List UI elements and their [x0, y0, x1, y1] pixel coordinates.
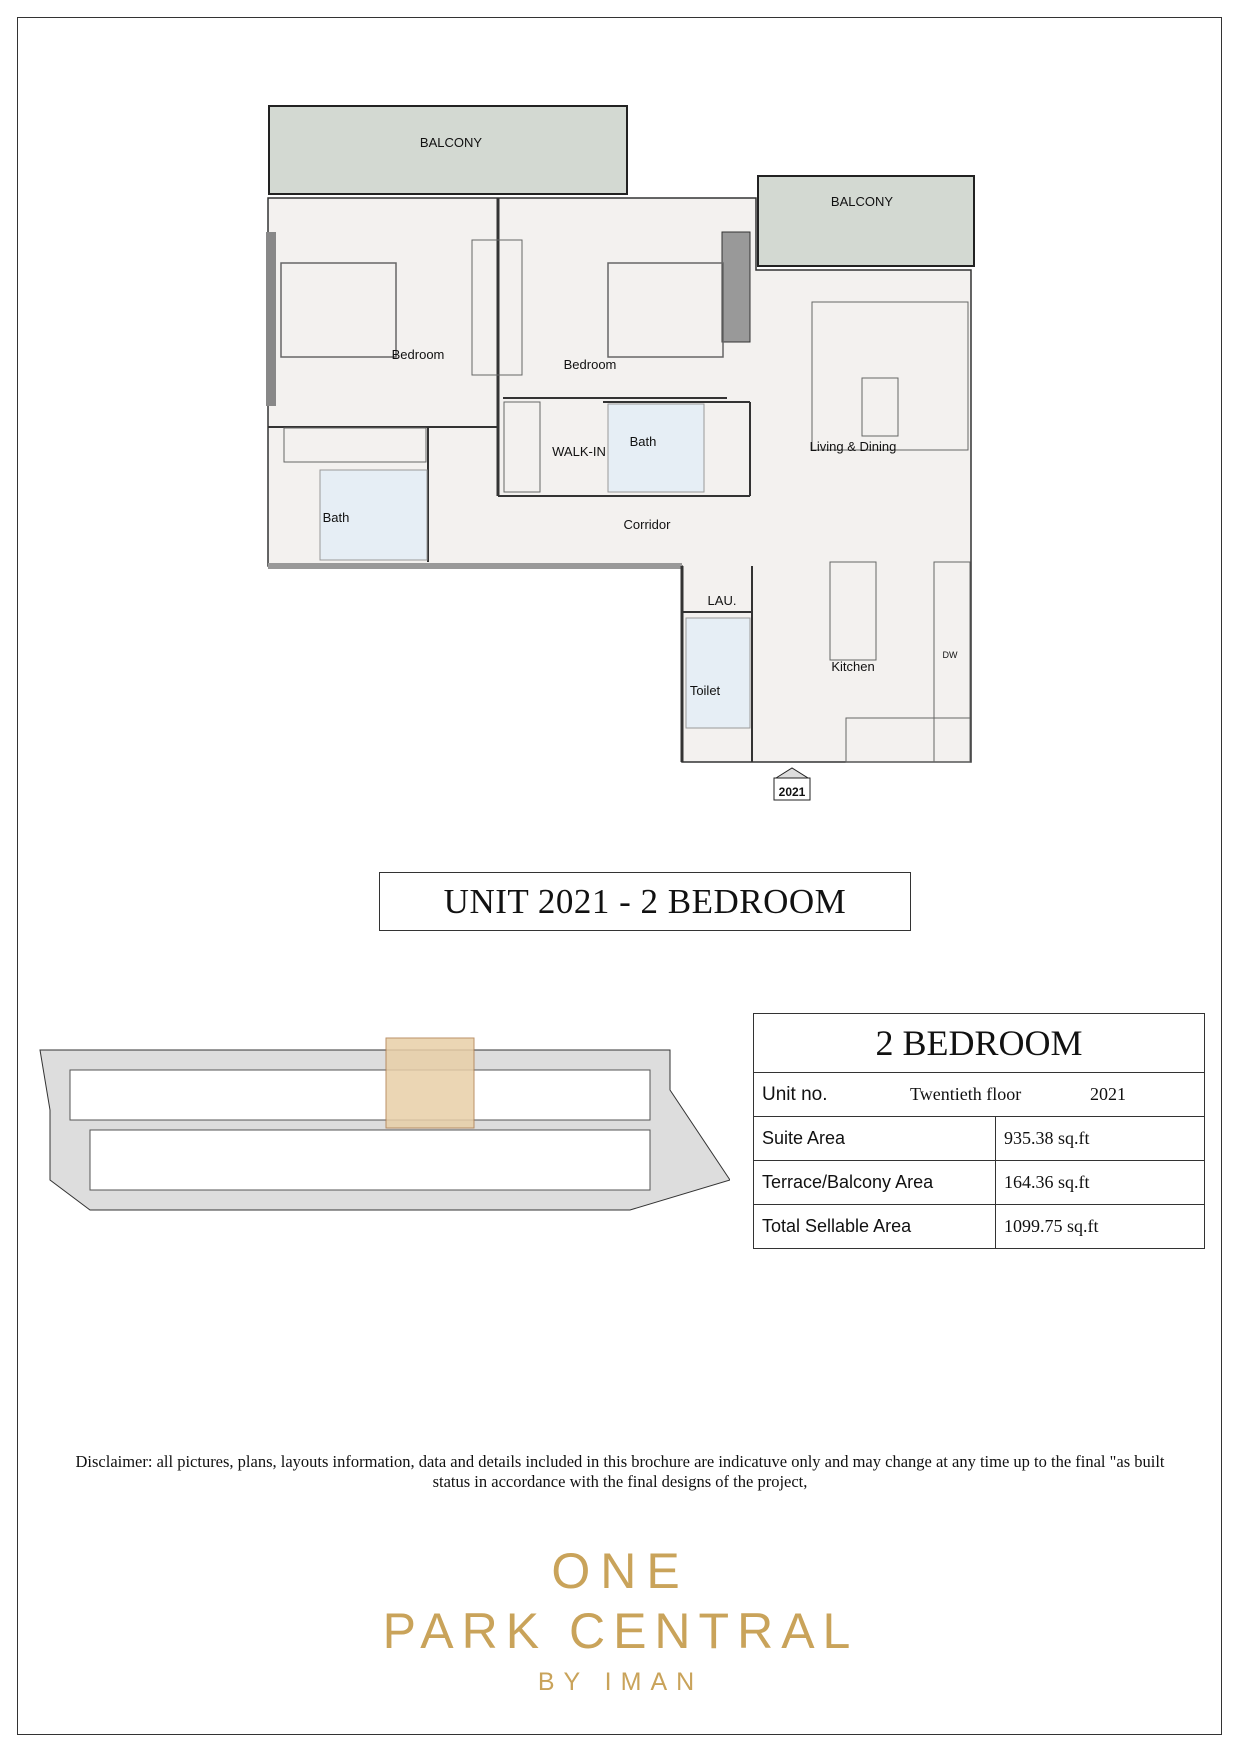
laundry-label: LAU. — [707, 593, 737, 608]
toilet-label: Toilet — [689, 683, 721, 698]
bedroom-label-2: Bedroom — [563, 357, 617, 372]
disclaimer: Disclaimer: all pictures, plans, layouts information, data and details included in this brochure are indicatuve only and may change at any time up to the final "as built status in accordance with the final designs of the project, — [75, 1452, 1165, 1491]
balcony-left — [269, 106, 627, 194]
balcony-label-2: BALCONY — [830, 194, 894, 209]
floor-plan — [0, 0, 1241, 820]
brand-logo — [0, 1520, 1241, 1697]
unit-title: UNIT 2021 - 2 BEDROOM — [379, 872, 911, 931]
unit-no-value: 2021 — [1090, 1084, 1126, 1104]
unit-no-label: Unit no. — [762, 1083, 828, 1105]
unit-highlight — [386, 1038, 474, 1128]
balcony-area-label: Terrace/Balcony Area — [754, 1161, 996, 1205]
bath-label-1: Bath — [322, 510, 350, 525]
logo-line-3: BY IMAN — [537, 1668, 704, 1696]
unit-marker-label: 2021 — [778, 785, 806, 799]
dishwasher-label: DW — [942, 650, 958, 660]
balcony-label-1: BALCONY — [419, 135, 483, 150]
bedroom-label-1: Bedroom — [391, 347, 445, 362]
logo-line-1: ONE — [551, 1543, 690, 1599]
suite-area-label: Suite Area — [754, 1117, 996, 1161]
living-dining-label: Living & Dining — [809, 439, 897, 454]
balcony-area-value: 164.36 sq.ft — [996, 1161, 1205, 1205]
floor-value: Twentieth floor — [910, 1084, 1022, 1104]
kitchen-label: Kitchen — [831, 659, 875, 674]
walk-in-label: WALK-IN — [552, 444, 606, 459]
info-table — [753, 1013, 1205, 1249]
key-plan — [30, 1030, 730, 1220]
bath-label-2: Bath — [629, 434, 657, 449]
info-heading: 2 BEDROOM — [754, 1014, 1205, 1073]
total-area-value: 1099.75 sq.ft — [996, 1205, 1205, 1249]
logo-line-2: PARK CENTRAL — [382, 1603, 859, 1659]
total-area-label: Total Sellable Area — [754, 1205, 996, 1249]
corridor-label: Corridor — [623, 517, 671, 532]
suite-area-value: 935.38 sq.ft — [996, 1117, 1205, 1161]
balcony-right — [758, 176, 974, 266]
